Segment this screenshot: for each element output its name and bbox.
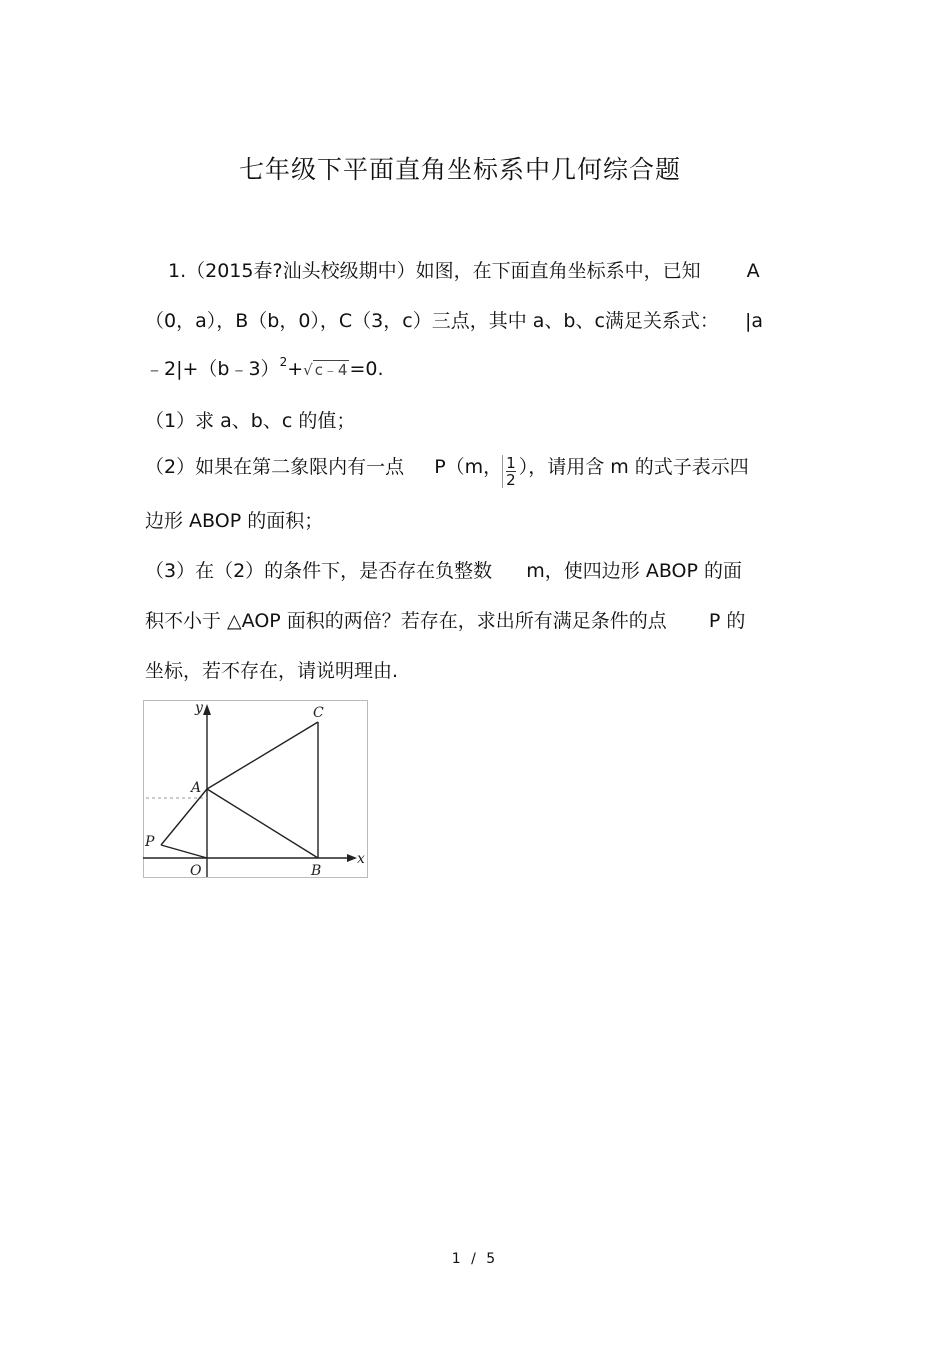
y-axis-arrow	[203, 704, 211, 715]
question-3-point-p: P 的	[708, 610, 746, 632]
segment-ap	[161, 789, 207, 845]
question-2-text: （2）如果在第二象限内有一点	[145, 456, 405, 478]
point-b-label: B	[311, 863, 322, 878]
problem-line-3	[145, 354, 384, 381]
fraction-numerator: 1	[506, 454, 516, 472]
figure-border	[144, 701, 368, 878]
question-3-text: （3）在（2）的条件下，是否存在负整数	[145, 560, 493, 582]
question-2-line-1	[145, 452, 749, 488]
question-3-line-2	[145, 606, 745, 633]
coordinate-diagram	[143, 700, 368, 878]
fraction-half	[502, 455, 519, 488]
question-1: （1）求 a、b、c 的值；	[145, 410, 356, 432]
page-title: 七年级下平面直角坐标系中几何综合题	[238, 155, 681, 184]
point-c-label: C	[313, 705, 324, 721]
point-p-label: P	[145, 834, 155, 850]
origin-label: O	[190, 863, 202, 878]
plus-sign: +	[287, 358, 304, 380]
segment-ac	[207, 722, 318, 789]
x-axis-label: x	[357, 851, 365, 867]
square-exponent: 2	[279, 355, 288, 369]
points-text: （0，a），B（b，0），C（3，c）三点，其中 a、b、c满足关系式：	[145, 310, 719, 332]
equation-end: =0.	[349, 358, 384, 380]
equation-text: ﹣2|+（b﹣3）	[145, 358, 280, 380]
question-2-continuation: ），请用含 m 的式子表示四	[518, 456, 749, 478]
question-3-line-1	[145, 556, 742, 583]
coordinate-figure	[143, 700, 368, 878]
question-3-line-3: 坐标，若不存在，请说明理由.	[145, 660, 399, 682]
point-a-label-figure: A	[191, 780, 202, 796]
segment-po	[161, 845, 207, 858]
problem-line-1	[168, 256, 760, 283]
segment-ab	[207, 789, 318, 858]
question-2-line-2: 边形 ABOP 的面积；	[145, 510, 324, 532]
sqrt-radicand: c﹣4	[314, 361, 348, 379]
question-3-continuation: m，使四边形 ABOP 的面	[526, 560, 742, 582]
x-axis-arrow	[347, 854, 357, 862]
y-axis-label: y	[195, 700, 203, 716]
abs-start-text: |a	[745, 310, 764, 332]
problem-intro-text: 1.（2015春?汕头校级期中）如图，在下面直角坐标系中，已知	[168, 260, 701, 282]
point-p-text: P（m，	[434, 456, 503, 478]
page-number: 1 / 5	[451, 1251, 499, 1267]
point-a-label: A	[746, 260, 760, 282]
sqrt-expression: √ c﹣4	[303, 361, 348, 379]
question-3-condition: 积不小于 △AOP 面积的两倍？若存在，求出所有满足条件的点	[145, 610, 667, 632]
problem-line-2	[145, 306, 763, 333]
fraction-denominator: 2	[506, 471, 516, 489]
